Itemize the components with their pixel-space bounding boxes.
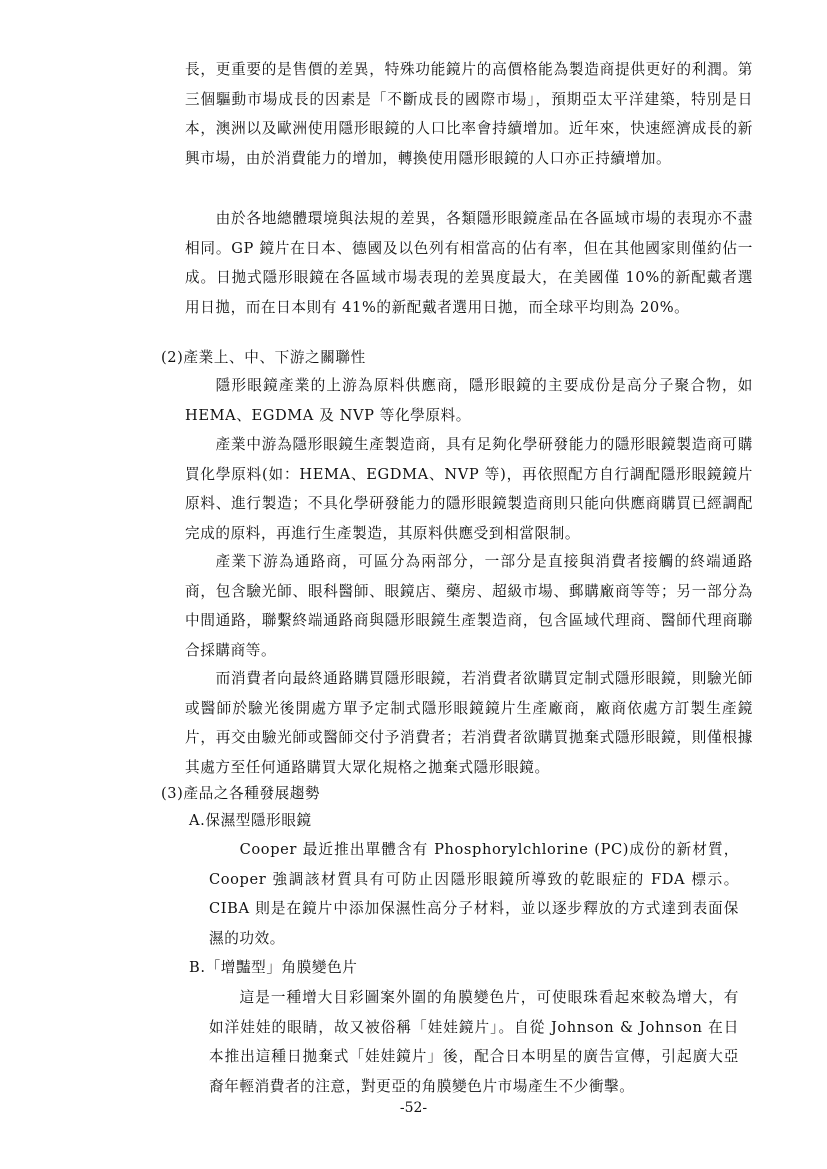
page-number: -52- bbox=[399, 1100, 428, 1116]
paragraph-color-lens: 這是一種增大目彩圖案外圍的角膜變色片，可使眼珠看起來較為增大，有如洋娃娃的眼睛，故又被俗稱「娃娃鏡片」。自從 Johnson & Johnson 在日本推出這種日拋棄式「娃娃鏡片」後，配合日本明星的廣告宣傳，引起廣大亞裔年輕消費者的注意，對更亞的角膜變色片市場產生不少衝擊。 bbox=[209, 989, 739, 1095]
section-heading-product-trends: (3)產品之各種發展趨勢 bbox=[161, 785, 321, 802]
subheading-moisturizing-lens: A.保濕型隱形眼鏡 bbox=[189, 812, 312, 829]
paragraph-upstream: 隱形眼鏡產業的上游為原料供應商，隱形眼鏡的主要成份是高分子聚合物，如 HEMA、EGDMA 及 NVP 等化學原料。 bbox=[185, 377, 753, 424]
paragraph-market-growth: 長，更重要的是售價的差異，特殊功能鏡片的高價格能為製造商提供更好的利潤。第三個驅動市場成長的因素是「不斷成長的國際市場」，預期亞太平洋建築，特別是日本，澳洲以及歐洲使用隱形眼鏡的人口比率會持續增加。近年來，快速經濟成長的新興市場，由於消費能力的增加，轉換使用隱形眼鏡的人口亦正持續增加。 bbox=[185, 61, 753, 167]
section-heading-industry-chain: (2)產業上、中、下游之關聯性 bbox=[161, 349, 366, 366]
paragraph-consumer-purchase: 而消費者向最終通路購買隱形眼鏡，若消費者欲購買定制式隱形眼鏡，則驗光師或醫師於驗光後開處方單予定制式隱形眼鏡鏡片生產廠商，廠商依處方訂製生產鏡片，再交由驗光師或醫師交付予消費者；若消費者欲購買拋棄式隱形眼鏡，則僅根據其處方至任何通路購買大眾化規格之拋棄式隱形眼鏡。 bbox=[185, 670, 753, 776]
paragraph-midstream: 產業中游為隱形眼鏡生產製造商，具有足夠化學研發能力的隱形眼鏡製造商可購買化學原料(如：HEMA、EGDMA、NVP 等)，再依照配方自行調配隱形眼鏡鏡片原料、進行製造；不具化學研發能力的隱形眼鏡製造商則只能向供應商購買已經調配完成的原料，再進行生產製造，其原料供應受到相當限制。 bbox=[185, 436, 753, 542]
subheading-color-lens: B.「增豔型」角膜變色片 bbox=[189, 959, 358, 976]
paragraph-moisturizing-lens: Cooper 最近推出單體含有 Phosphorylchlorine (PC)成份的新材質，Cooper 強調該材質具有可防止因隱形眼鏡所導致的乾眼症的 FDA 標示。CIBA 則是在鏡片中添加保濕性高分子材料，並以逐步釋放的方式達到表面保濕的功效。 bbox=[209, 841, 739, 947]
paragraph-regional-differences: 由於各地總體環境與法規的差異，各類隱形眼鏡產品在各區域市場的表現亦不盡相同。GP 鏡片在日本、德國及以色列有相當高的佔有率，但在其他國家則僅約佔一成。日拋式隱形眼鏡在各區域市場表現的差異度最大，在美國僅 10%的新配戴者選用日拋，而在日本則有 41%的新配戴者選用日拋，而全球平均則為 20%。 bbox=[185, 210, 753, 316]
paragraph-downstream: 產業下游為通路商，可區分為兩部分，一部分是直接與消費者接觸的終端通路商，包含驗光師、眼科醫師、眼鏡店、藥房、超級市場、郵購廠商等等；另一部分為中間通路，聯繫終端通路商與隱形眼鏡生產製造商，包含區域代理商、醫師代理商聯合採購商等。 bbox=[185, 553, 753, 659]
